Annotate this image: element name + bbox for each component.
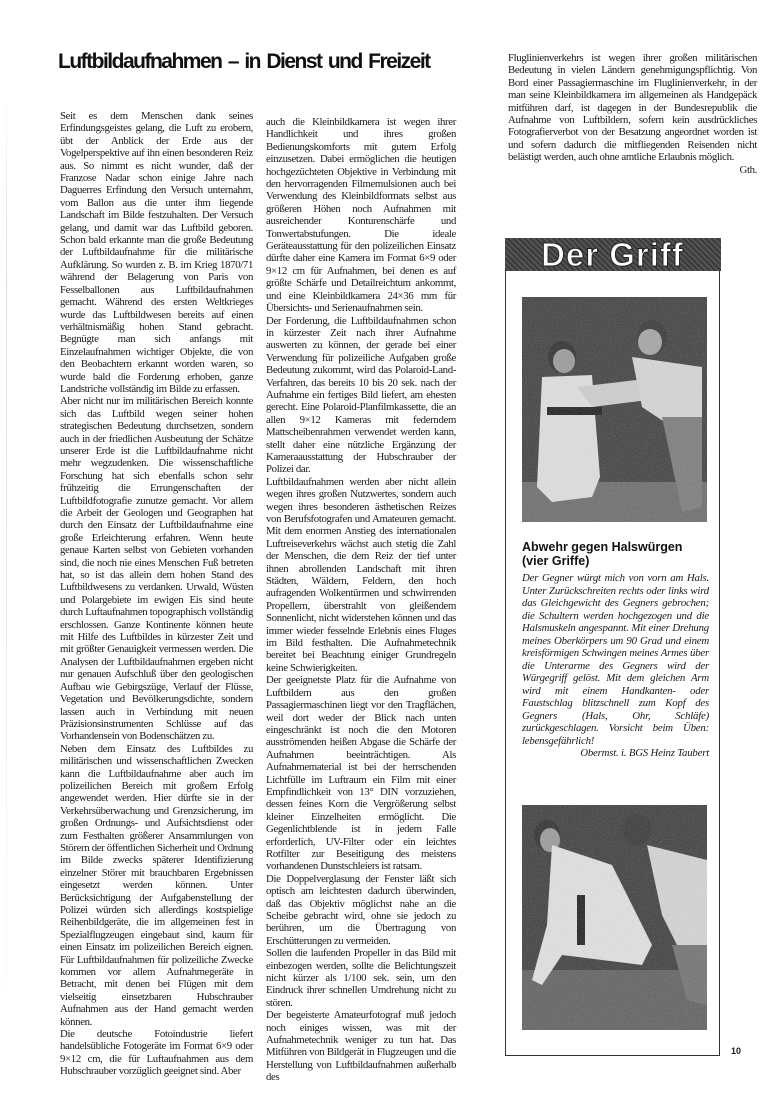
page-number: 10 [731,1046,742,1056]
paragraph: Aber nicht nur im militärischen Bereich konnte sich das Luftbild wegen seiner hohen strategischen Bedeutung durchsetzen, sondern auch in der friedlichen Ausbeutung der Schätze unserer Erde ist die Luftbildaufnahme nicht mehr wegzudenken. Die wissenschaftliche Forschung hat sich ebenfalls schon sehr frühzeitig die Errungenschaften der Luftbildfotografie zunutze gemacht. Vor allem die Arbeit der Geologen und Geographen hat durch den Einsatz der Luftbildaufnahme eine große Erleichterung erfahren. Wenn heute genaue Karten selbst von Gebieten vorhanden sind, die noch nie eines Menschen Fuß betreten hat, so ist das allein dem hohen Stand des Luftbildwesens zu verdanken. Urwald, Wüsten und Polargebiete im ewigen Eis sind heute durch Luftaufnahmen topographisch vollständig erschlossen. Ganze Kontinente können heute mit Hilfe des Luftbildes in kürzester Zeit und mit größter Genauigkeit vermessen werden. Die Analysen der Luftbildaufnahmen ergeben nicht nur genauen Aufschluß über den geologischen Aufbau wie Gebirgszüge, Verlauf der Flüsse, Vegetation und Bevölkerungsdichte, sondern lassen auch in Verbindung mit neuen Präzisionsinstrumenten Schlüsse auf das Vorhandensein von Bodenschätzen zu. [60,395,253,743]
paragraph: Fluglinienverkehrs ist wegen ihrer großen militärischen Bedeutung in vielen Ländern genehmigungspflichtig. Von Bord einer Passagiermaschine im Fluglinienverkehr, in der man seine Kleinbildkamera im allgemeinen als Handgepäck mitführen darf, ist dagegen in der Bundesrepublik die Aufnahme von Luftbildern, sofern kein ausdrückliches Fotografierverbot von der Besatzung angeordnet worden ist und sofern dadurch die mitfliegenden Reisenden nicht belästigt werden, auch ohne amtliche Erlaubnis möglich. [508,52,757,164]
box-heading-banner [505,238,721,271]
article-column-1 [60,110,253,1078]
caption-text-block [522,572,709,760]
caption-author: Obermst. i. BGS Heinz Taubert [580,747,709,759]
paragraph: Die deutsche Fotoindustrie liefert handelsübliche Fotogeräte im Format 6×9 oder 9×12 cm, die für Luftaufnahmen aus dem Hubschrauber vorzüglich geeignet sind. Aber [60,1028,253,1078]
article-column-3 [508,52,757,176]
paragraph: auch die Kleinbildkamera ist wegen ihrer Handlichkeit und ihres großen Bedienungskomforts mit gutem Erfolg einzusetzen. Dabei ermöglichen die heutigen hochgezüchteten Objektive in Verbindung mit den hervorragenden Filmemulsionen auch bei Verwendung des Kleinbildformats selbst aus größeren Höhen noch Aufnahmen mit ausreichender Konturenschärfe und Tonwertabstufungen. Die ideale Geräteausstattung für den polizeilichen Einsatz dürfte daher eine Kamera im Format 6×9 oder 9×12 cm für Aufnahmen, bei denen es auf größte Schärfe und Detailreichtum ankommt, und eine Kleinbildkamera 24×36 mm für Übersichts- und Serienaufnahmen sein. [266,116,456,315]
photo-choke-defense-1 [522,297,707,522]
paragraph: Die Doppelverglasung der Fenster läßt sich optisch am leichtesten dadurch überwinden, daß das Objektiv möglichst nahe an die Scheibe gebracht wird, ohne sie jedoch zu berühren, um die Übertragung von Erschütterungen zu vermeiden. [266,872,456,947]
article-title: Luftbildaufnahmen – in Dienst und Freizeit [58,50,430,73]
author-signature: Gth. [739,163,757,176]
paragraph: Der begeisterte Amateurfotograf muß jedoch noch einiges wissen, was mit der Aufnahmetechnik weniger zu tun hat. Das Mitführen von Bildgerät in Flugzeugen und die Herstellung von Luftbildaufnahmen außerhalb des [266,1009,456,1084]
paragraph: Sollen die laufenden Propeller in das Bild mit einbezogen werden, sollte die Belichtungszeit nicht kürzer als 1/100 sek. sein, um den Eindruck ihrer schnellen Umdrehung nicht zu stören. [266,947,456,1009]
box-heading: Der Griff [541,236,684,273]
der-griff-sidebar-box [505,238,720,1056]
paragraph: Der geeignetste Platz für die Aufnahme von Luftbildern aus den großen Passagiermaschinen liegt vor den Tragflächen, weil dort weder der Blick nach unten eingeschränkt ist noch die den Motoren ausströmenden heißen Abgase die Schärfe der Aufnahmen beeinträchtigen. Als Aufnahmematerial ist bei der herrschenden Lichtfülle im Luftraum ein Film mit einer Empfindlichkeit von 13° DIN vorzuziehen, dessen feines Korn die Vergrößerung selbst kleiner Einzelheiten ermöglicht. Die Gegenlichtblende ist in jedem Falle erforderlich, UV-Filter oder ein leichtes Rotfilter zur Beseitigung des meistens vorhandenen Dunstschleiers ist ratsam. [266,674,456,873]
paragraph: Seit es dem Menschen dank seines Erfindungsgeistes gelang, die Luft zu erobern, übt der Anblick der Erde aus der Vogelperspektive auf ihn einen besonderen Reiz aus. So nimmt es nicht wunder, daß der Franzose Nadar schon einige Jahre nach Daguerres Erfindung den Versuch unternahm, vom Ballon aus die unter ihm liegende Landschaft im Bilde festzuhalten. Der Versuch gelang, und damit war das Luftbild geboren. Schon bald erkannte man die große Bedeutung der Luftbildaufnahme für die militärische Aufklärung. So wurden z. B. im Krieg 1870/71 während der Belagerung von Paris von Fesselballonen aus Luftbildaufnahmen gemacht. Während des ersten Weltkrieges wurde das Luftbildwesen bereits auf einen verhältnismäßig hohen Stand gebracht. Begnügte man sich anfangs mit Einzelaufnahmen wichtiger Objekte, die von den Beobachtern erkannt worden waren, so wurde bald die Forderung erhoben, ganze Landstriche vollständig im Bilde zu erfassen. [60,110,253,395]
paragraph: Luftbildaufnahmen werden aber nicht allein wegen ihres großen Nutzwertes, sondern auch wegen ihres besonderen ästhetischen Reizes von Berufsfotografen und Amateuren gemacht. Mit dem enormen Anstieg des internationalen Luftreiseverkehrs wächst auch stetig die Zahl der Menschen, die dem Reiz der tief unter ihnen abrollenden Landschaft mit ihren Städten, Wäldern, Feldern, den hoch aufragenden Wolkentürmen und schwirrenden Propellern, überstrahlt von gleißendem Sonnenlicht, nicht widerstehen können und das immer wieder fesselnde Erlebnis eines Fluges im Bild festhalten. Die Aufnahmetechnik bereitet bei Beachtung einiger Grundregeln keine Schwierigkeiten. [266,475,456,674]
article-column-2 [266,116,456,1084]
photo-choke-defense-2 [522,805,707,1030]
paragraph: Der Forderung, die Luftbildaufnahmen schon in kürzester Zeit nach ihrer Aufnahme auswerten zu können, der gerade bei einer Verwendung für polizeiliche Aufgaben große Bedeutung zukommt, wird das Polaroid-Land-Verfahren, das bereits 10 bis 20 sek. nach der Aufnahme ein fertiges Bild liefert, am ehesten gerecht. Eine Polaroid-Planfilmkassette, die an allen 9×12 Kameras mit federndem Mattscheibenrahmen verwendet werden kann, stellt daher eine nützliche Ergänzung der Kameraausstattung der Hubschrauber der Polizei dar. [266,314,456,476]
page-spine-shadow [6,80,7,1080]
caption-title: Abwehr gegen Halswürgen (vier Griffe) [522,540,683,568]
paragraph: Neben dem Einsatz des Luftbildes zu militärischen und wissenschaftlichen Zwecken kann die Luftbildaufnahme aber auch im polizeilichen Bereich mit großem Erfolg angewendet werden. Hier dürfte sie in der Verkehrsüberwachung und Grenzsicherung, im großen Ordnungs- und Aufsichtsdienst oder zum Festhalten größerer Ansammlungen von Störern der öffentlichen Sicherheit und Ordnung im Bilde zwecks späterer Identifizierung einzelner Störer mit brauchbaren Ergebnissen eingesetzt werden können. Unter Berücksichtigung der Aufgabenstellung der Polizei würden sich allerdings kostspielige Reihenbildgeräte, die im allgemeinen fest in Spezialflugzeugen eingebaut sind, kaum für einen Einsatz im polizeilichen Bereich eignen. Für Luftbildaufnahmen für polizeiliche Zwecke kommen vor allem Aufnahmegeräte in Betracht, mit denen bei Flügen mit dem vielseitig einsetzbaren Hubschrauber Aufnahmen aus der Hand gemacht werden können. [60,742,253,1028]
caption-text: Der Gegner würgt mich von vorn am Hals. Unter Zurückschreiten rechts oder links wird das Gleichgewicht des Gegners gebrochen; die Schultern werden hochgezogen und die Halsmuskeln angespannt. Mit einer Drehung meines Oberkörpers um 90 Grad und einem kreisförmigen Schwingen meines Armes über die Unterarme des Gegners wird der Würgegriff gelöst. Mit dem gleichen Arm wird mit einem Handkanten- oder Faustschlag blitzschnell zum Kopf des Gegners (Hals, Ohr, Schläfe) zurückgeschlagen. Vorsicht beim Üben: lebensgefährlich! [522,572,709,747]
